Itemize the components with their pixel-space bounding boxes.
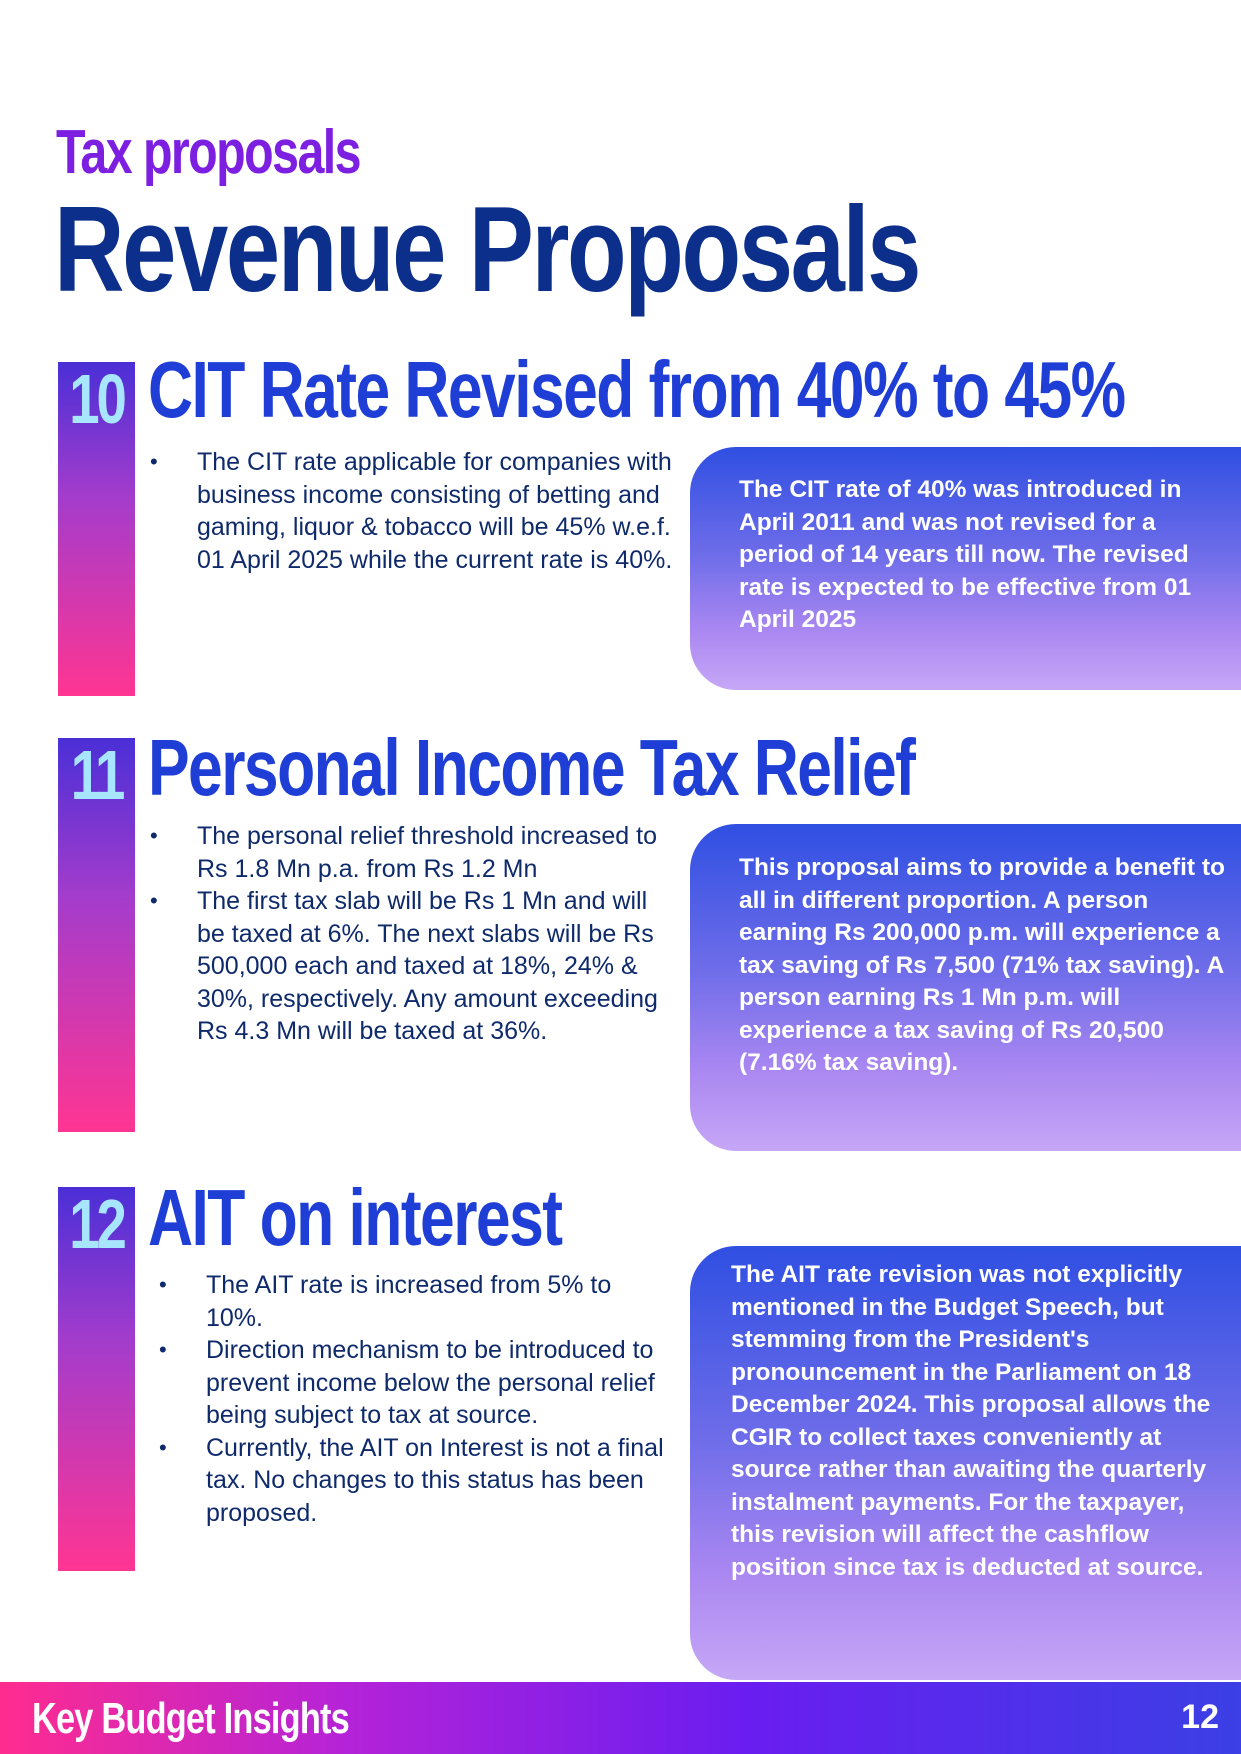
bullet-item: • Direction mechanism to be introduced to prevent income below the personal relief being subject to tax at source. [159, 1334, 664, 1432]
bullet-item: • Currently, the AIT on Interest is not a final tax. No changes to this status has been proposed. [159, 1432, 664, 1530]
section-heading: CIT Rate Revised from 40% to 45% [148, 345, 1125, 434]
section-number: 11 [70, 736, 123, 814]
callout-text: The AIT rate revision was not explicitly mentioned in the Budget Speech, but stemming from the President's pronouncement in the Parliament on 18 December 2024. This proposal allows the CGIR to collect taxes conveniently at source rather than awaiting the quarterly instalment payments. For the taxpayer, this revision will affect the cashflow position since tax is deducted at source. [731, 1261, 1211, 1581]
bullet-item: • The AIT rate is increased from 5% to 10%. [159, 1269, 664, 1334]
section-number: 12 [69, 1185, 124, 1263]
bullet-list [150, 820, 670, 1048]
bullet-item: • The personal relief threshold increased to Rs 1.8 Mn p.a. from Rs 1.2 Mn [150, 820, 670, 885]
section-heading: Personal Income Tax Relief [148, 723, 915, 812]
bullet-item: • The first tax slab will be Rs 1 Mn and will be taxed at 6%. The next slabs will be Rs 500,000 each and taxed at 18%, 24% & 30%, respectively. Any amount exceeding Rs 4.3 Mn will be taxed at 36%. [150, 885, 670, 1048]
callout-box [690, 824, 1241, 1151]
callout-text: This proposal aims to provide a benefit to all in different proportion. A person earning Rs 200,000 p.m. will experience a tax saving of Rs 7,500 (71% tax saving). A person earning Rs 1 Mn p.m. will experience a tax saving of Rs 20,500 (7.16% tax saving). [739, 854, 1225, 1076]
bullet-list [159, 1269, 664, 1529]
page-subtitle: Tax proposals [56, 118, 361, 187]
section-number-bar [58, 1187, 135, 1571]
footer-bar [0, 1682, 1241, 1754]
bullet-list [150, 446, 690, 576]
callout-box [690, 447, 1241, 690]
section-heading: AIT on interest [148, 1173, 562, 1262]
bullet-item: • The CIT rate applicable for companies with business income consisting of betting and gaming, liquor & tobacco will be 45% w.e.f. 01 April 2025 while the current rate is 40%. [150, 446, 690, 576]
section-number: 10 [69, 360, 124, 438]
callout-box [690, 1246, 1241, 1680]
page-title: Revenue Proposals [54, 181, 920, 317]
callout-text: The CIT rate of 40% was introduced in April 2011 and was not revised for a period of 14 years till now. The revised rate is expected to be effective from 01 April 2025 [739, 476, 1192, 633]
page-number: 12 [1181, 1698, 1219, 1736]
footer-title: Key Budget Insights [32, 1694, 349, 1743]
section-number-bar [58, 362, 135, 696]
section-number-bar [58, 738, 135, 1132]
